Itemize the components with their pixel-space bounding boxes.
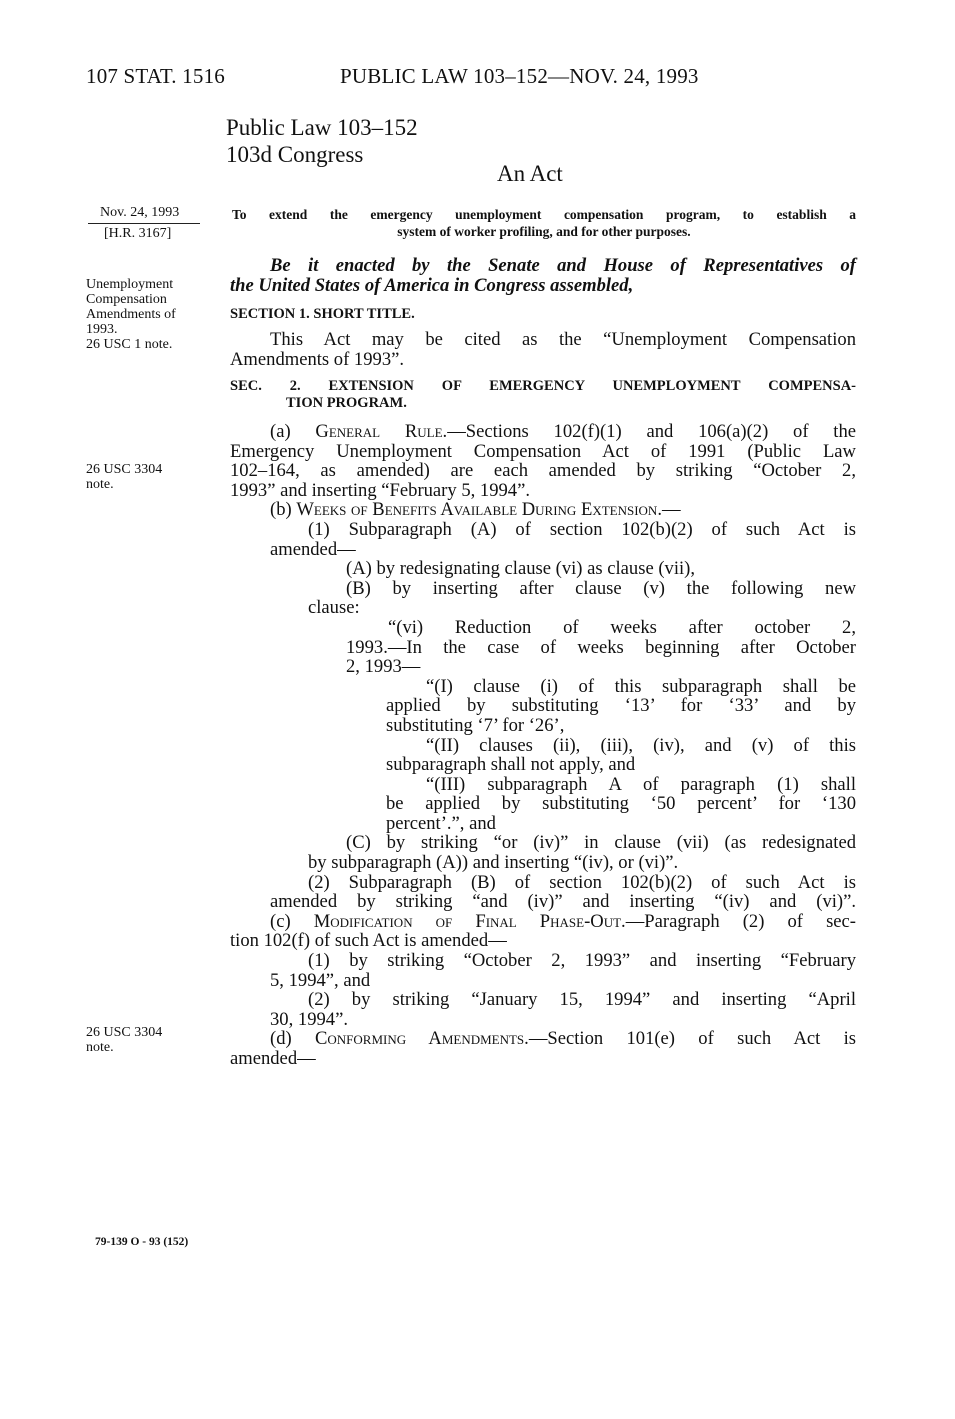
page-stat-number: 107 STAT. 1516 (86, 64, 225, 88)
body-line: 1993.—In the case of weeks beginning after October (346, 636, 856, 658)
margin-line: 26 USC 3304 (86, 462, 163, 477)
body-line: 1993” and inserting “February 5, 1994”. (230, 479, 531, 501)
text-line: Amendments of 1993”. (230, 348, 405, 370)
body-line: (a) General Rule.—Sections 102(f)(1) and 106(a)(2) of the (270, 421, 856, 442)
body-line: 30, 1994”. (270, 1008, 348, 1030)
body-line: by subparagraph (A)) and inserting “(iv), or (vi)”. (308, 852, 679, 874)
body-line: (B) by inserting after clause (v) the following new (346, 577, 856, 599)
section-2-heading (230, 378, 856, 412)
body-line: applied by substituting ‘13’ for ‘33’ and by (386, 695, 856, 717)
body-line: “(II) clauses (ii), (iii), (iv), and (v) of this (426, 734, 856, 756)
body-line: subparagraph shall not apply, and (386, 754, 636, 776)
enacting-line: Be it enacted by the Senate and House of Representatives of (270, 255, 856, 276)
body-line: “(vi) Reduction of weeks after october 2, (388, 616, 856, 638)
section-1-heading: SECTION 1. SHORT TITLE. (230, 306, 415, 322)
body-line: substituting ‘7’ for ‘26’, (386, 714, 565, 736)
margin-usc-note: 26 USC 1 note. (86, 337, 173, 352)
running-title: PUBLIC LAW 103–152—NOV. 24, 1993 (340, 64, 699, 88)
title-block (226, 114, 418, 168)
heading-line: TION PROGRAM. (286, 395, 407, 411)
body-line: Emergency Unemployment Compensation Act of 1991 (Public Law (230, 440, 856, 462)
body-line: “(I) clause (i) of this subparagraph shall be (426, 675, 856, 697)
body-line: be applied by substituting ‘50 percent’ for ‘130 (386, 793, 856, 815)
margin-divider (88, 223, 200, 224)
body-line: amended by striking “and (iv)” and inserting “(iv) and (vi)”. (270, 891, 856, 913)
margin-line: Amendments of (86, 307, 176, 322)
body-line: (1) Subparagraph (A) of section 102(b)(2) of such Act is (308, 518, 856, 540)
margin-line: note. (86, 477, 114, 492)
margin-bill-number: [H.R. 3167] (104, 226, 172, 241)
margin-short-title-note (86, 277, 176, 352)
body-line: clause: (308, 597, 360, 619)
run-in-heading: Weeks of Benefits Available During Extension. (296, 499, 662, 521)
margin-line: 1993. (86, 322, 118, 337)
body-line: “(III) subparagraph A of paragraph (1) shall (426, 773, 856, 795)
body-line: (b) Weeks of Benefits Available During Extension.— (270, 499, 681, 521)
body-line: tion 102(f) of such Act is amended— (230, 930, 507, 952)
purpose-clause (232, 206, 856, 240)
public-law-number: Public Law 103–152 (226, 115, 418, 140)
print-code-footer: 79-139 O - 93 (152) (95, 1236, 189, 1248)
body-line: 102–164, as amended) are each amended by striking “October 2, (230, 460, 856, 482)
body-line: percent’.”, and (386, 812, 496, 834)
body-line: 5, 1994”, and (270, 969, 371, 991)
congress-label: 103d Congress (226, 142, 364, 167)
margin-date: Nov. 24, 1993 (100, 205, 180, 220)
heading-line: SEC. 2. EXTENSION OF EMERGENCY UNEMPLOYMENT COMPENSA- (230, 378, 856, 394)
body-line: (2) Subparagraph (B) of section 102(b)(2) of such Act is (308, 871, 856, 893)
body-line: amended— (230, 1048, 316, 1069)
run-in-heading: General Rule. (315, 421, 448, 442)
purpose-line: system of worker profiling, and for other purposes. (397, 224, 691, 239)
body-line: amended— (270, 538, 356, 560)
body-line: (c) Modification of Final Phase-Out.—Paragraph (2) of sec- (270, 910, 856, 932)
body-line: (d) Conforming Amendments.—Section 101(e) of such Act is (270, 1028, 856, 1050)
run-in-heading: Conforming Amendments. (314, 1028, 529, 1050)
purpose-line: To extend the emergency unemployment compensation program, to establish a (232, 207, 856, 222)
body-line: (1) by striking “October 2, 1993” and inserting “February (308, 950, 856, 972)
enacting-line: the United States of America in Congress assembled, (230, 274, 634, 296)
run-in-heading: Modification of Final Phase-Out. (313, 910, 626, 932)
margin-line: Unemployment (86, 277, 174, 292)
section-1-text (230, 330, 856, 369)
margin-line: note. (86, 1040, 114, 1055)
margin-line: 26 USC 3304 (86, 1025, 163, 1040)
body-line: 2, 1993— (346, 656, 421, 678)
margin-line: Compensation (86, 292, 167, 307)
body-line: (A) by redesignating clause (vi) as clause (vii), (346, 558, 696, 580)
body-line: (2) by striking “January 15, 1994” and inserting “April (308, 989, 856, 1011)
text-line: This Act may be cited as the “Unemployment Compensation (270, 329, 856, 350)
body-line: (C) by striking “or (iv)” in clause (vii) (as redesignated (346, 832, 856, 854)
enacting-clause (230, 256, 856, 295)
an-act-heading: An Act (497, 161, 563, 186)
margin-usc-note-3 (86, 1025, 162, 1055)
margin-usc-note-2 (86, 462, 162, 492)
section-2-body (230, 422, 856, 1069)
